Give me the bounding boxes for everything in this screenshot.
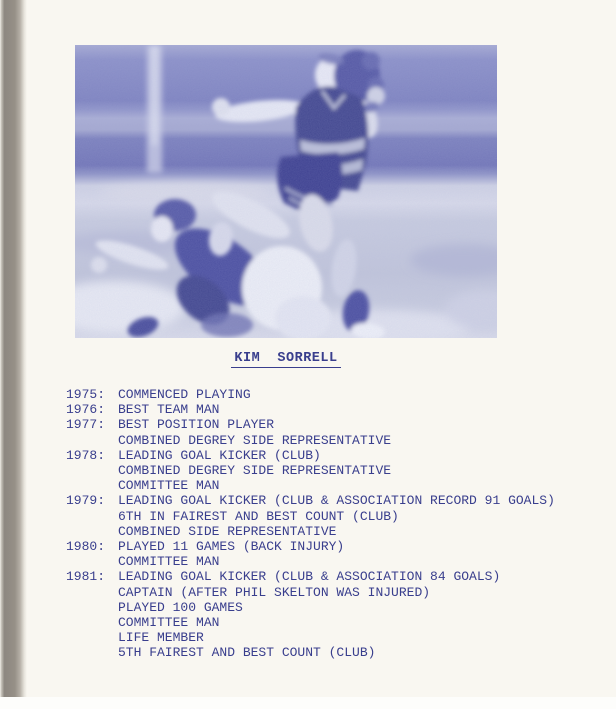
photo-caption: KIM SORRELL — [231, 351, 340, 368]
achievement-text: 6TH IN FAIREST AND BEST COUNT (CLUB) — [118, 508, 399, 524]
halftone-grain-overlay — [75, 45, 497, 338]
achievement-line — [66, 600, 555, 615]
football-action-photo — [75, 45, 497, 338]
achievement-line — [66, 630, 555, 645]
achievement-text: LEADING GOAL KICKER (CLUB & ASSOCIATION RECORD 91 GOALS) — [118, 493, 555, 509]
achievement-line — [66, 463, 555, 478]
year-label — [66, 524, 118, 539]
year-label: 1976: — [66, 402, 106, 418]
year-label — [66, 509, 118, 524]
achievement-text: BEST TEAM MAN — [118, 402, 220, 418]
achievement-line — [66, 509, 555, 524]
year-label — [66, 615, 118, 630]
achievement-text: LEADING GOAL KICKER (CLUB & ASSOCIATION 84 GOALS) — [118, 569, 501, 585]
year-label — [66, 645, 118, 660]
achievement-text: COMMENCED PLAYING — [118, 387, 251, 402]
achievement-line — [66, 569, 555, 584]
caption-row — [75, 348, 497, 368]
achievement-line — [66, 448, 555, 463]
achievement-line — [66, 493, 555, 508]
year-label — [66, 600, 118, 615]
book-binding-edge — [0, 0, 27, 698]
achievement-text: COMMITTEE MAN — [118, 478, 220, 494]
year-label — [66, 433, 118, 448]
year-label: 1979: — [66, 493, 106, 509]
year-label — [66, 630, 118, 645]
achievement-line — [66, 554, 555, 569]
achievement-line — [66, 417, 555, 432]
achievement-line — [66, 402, 555, 417]
achievement-text: COMBINED DEGREY SIDE REPRESENTATIVE — [118, 463, 392, 479]
achievement-text: COMMITTEE MAN — [118, 615, 220, 631]
achievement-line — [66, 585, 555, 600]
achievement-text: COMBINED SIDE REPRESENTATIVE — [118, 523, 337, 539]
achievement-text: CAPTAIN (AFTER PHIL SKELTON WAS INJURED) — [118, 584, 431, 600]
achievement-line — [66, 433, 555, 448]
achievement-text: COMBINED DEGREY SIDE REPRESENTATIVE — [118, 432, 392, 448]
achievement-line — [66, 645, 555, 660]
photo-illustration — [75, 45, 497, 338]
achievement-text: BEST POSITION PLAYER — [118, 417, 275, 433]
achievement-line — [66, 387, 555, 402]
year-label — [66, 585, 118, 600]
year-label — [66, 478, 118, 493]
year-label: 1977: — [66, 417, 106, 433]
year-label: 1981: — [66, 569, 106, 585]
achievement-text: LEADING GOAL KICKER (CLUB) — [118, 447, 321, 463]
achievement-text: 5TH FAIREST AND BEST COUNT (CLUB) — [118, 645, 376, 661]
achievement-text: PLAYED 11 GAMES (BACK INJURY) — [118, 539, 345, 555]
achievement-line — [66, 478, 555, 493]
achievement-text: COMMITTEE MAN — [118, 554, 220, 570]
year-label: 1975: — [66, 387, 106, 402]
year-label: 1978: — [66, 447, 106, 463]
year-label — [66, 463, 118, 478]
achievement-text: PLAYED 100 GAMES — [118, 599, 243, 615]
achievement-text: LIFE MEMBER — [118, 630, 204, 646]
scan-bottom-edge — [0, 697, 616, 709]
year-label — [66, 554, 118, 569]
achievement-line — [66, 539, 555, 554]
achievement-line — [66, 524, 555, 539]
year-label: 1980: — [66, 539, 106, 555]
achievement-list — [66, 387, 555, 661]
achievement-line — [66, 615, 555, 630]
